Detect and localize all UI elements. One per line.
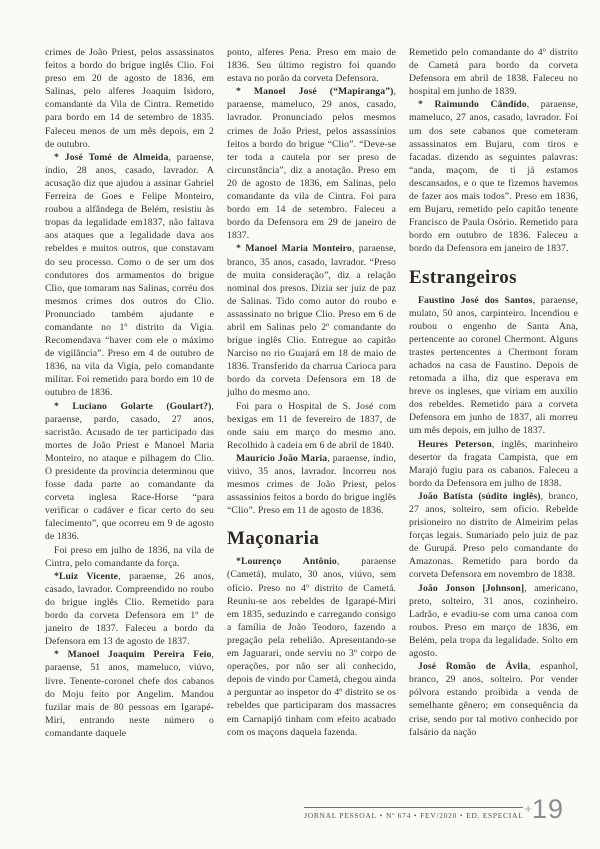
paragraph xyxy=(45,400,214,544)
paragraph xyxy=(45,46,214,151)
paragraph-text: , paraense, 51 anos, mameluco, viúvo, livre. Tenente-coronel chefe dos cabanos do Moju feito por Angelim. Mandou fuzilar mais de 80 pessoas em Igarapé-Miri, entrando neste número o comandante daquele xyxy=(45,649,214,739)
crop-mark: + xyxy=(524,801,532,816)
paragraph-text: crimes de João Priest, pelos assassinatos feitos a bordo do brigue inglês Clio. Foi preso em 20 de agosto de 1836, em Salinas, pelo alferes Joaquim Isidoro, comandante da Vila de Cintra. Remetido para bordo em 14 de setembro de 1835. Faleceu menos de um mês depois, em 2 de outubro. xyxy=(45,47,214,150)
paragraph xyxy=(227,452,396,517)
person-name: *Luiz Vicente xyxy=(54,570,119,582)
paragraph-text: , paraense, índio, 28 anos, casado, lavrador. A acusação diz que ajudou a assinar Gabriel Ferreira de Goes e Felipe Monteiro, roubou a alfândega de Belém, resistiu às tropas da legalidade em1837, não faltava aos ataques que a legalidade dava aos rebeldes e muitos outros, que constavam do seu processo. Como o de ser um dos condutores dos armamentos do brigue Clio, que tomaram nas Salinas, corréu dos mesmos crimes dos outros do Clio. Pronunciado também ajudante e comandante no 1º distrito da Vigia. Recomendava “haver com ele o máximo de vigilância”. Preso em 4 de outubro de 1836, na vila da Vigia, pelo comandante militar. Foi remetido para bordo em 10 de outubro de 1836. xyxy=(45,151,215,399)
paragraph xyxy=(409,46,578,98)
paragraph-text: , branco, 27 anos, solteiro, sem ofício. Rebelde prisioneiro no distrito de Almeirim pelas forças legais. Sumariado pelo juiz de paz de Gurupá. Preso pelo comandante do Amazonas. Remetido para bordo da corveta Defensora em novembro de 1838. xyxy=(409,490,578,581)
paragraph xyxy=(409,582,578,661)
paragraph xyxy=(409,490,578,582)
paragraph xyxy=(45,151,214,400)
paragraph xyxy=(45,544,214,570)
person-name: * Raimundo Cândido xyxy=(418,99,527,111)
paragraph-text: , paraense, pardo, casado, 27 anos, sacristão. Acusado de ter participado das mortes de João Priest e Manoel Maria Monteiro, no ataque e pilhagem do Clio. O presidente da província determinou que fosse dada parte ao comandante da corveta inglesa Race-Horse “para verificar o cadáver e ficar certo do seu falecimento”, que ocorreu em 9 de agosto de 1836. xyxy=(45,400,214,543)
person-name: * Manoel Joaquim Pereira Feio xyxy=(54,649,212,661)
footer-journal-line xyxy=(304,807,523,820)
paragraph xyxy=(45,648,214,740)
paragraph-text: , paraense, mulato, 50 anos, carpinteiro. Incendiou e roubou o engenho de Santa Ana, pertencente ao coronel Chermont. Alguns trastes pertencentes a Chermont foram achados na casa de Faustino. Depois de retomada a ilha, diz que esperava em breve os ingleses, que viriam em auxílio dos rebeldes. Remetido para a corveta Defensora em junho de 1837, ali morreu um mês depois, em julho de 1837. xyxy=(409,294,579,437)
journal-title: JORNAL PESSOAL xyxy=(304,811,377,820)
paragraph xyxy=(227,400,396,452)
issue-date: FEV/2020 xyxy=(420,811,458,820)
paragraph xyxy=(409,98,578,255)
paragraph xyxy=(45,570,214,649)
paragraph-text: , espanhol, branco, 29 anos, solteiro. Por vender pólvora estando proibida a venda de semelhante gênero; em consequência da crise, sendo por tal motivo conhecido por falsário da nação xyxy=(409,661,578,738)
paragraph-text: , paraense, 26 anos, casado, lavrador. Compreendido no roubo do brigue inglês Clio. Remetido para bordo da corveta Defensora em 1º de janeiro de 1837. Faleceu a bordo da Defensora em 13 de agosto de 1837. xyxy=(45,570,214,648)
person-name: *Lourenço Antônio xyxy=(236,556,337,568)
paragraph xyxy=(227,242,396,399)
footer-separator: • xyxy=(414,812,418,820)
page-footer xyxy=(304,794,564,824)
person-name: * Luciano Golarte (Goulart?) xyxy=(54,400,212,412)
paragraph xyxy=(409,294,578,438)
person-name: João Batista (súdito inglês) xyxy=(418,490,541,502)
footer-separator: • xyxy=(460,812,464,820)
column-3 xyxy=(409,46,578,740)
column-1 xyxy=(45,46,214,740)
footer-separator: • xyxy=(379,812,383,820)
paragraph xyxy=(409,660,578,739)
person-name: José Romão de Ávila xyxy=(418,661,528,673)
paragraph xyxy=(227,46,396,85)
paragraph-text: , paraense, branco, 35 anos, casado, lavrador. “Preso de muita consideração”, diz a relação nominal dos presos. Dizia ser juiz de paz de Salinas. Tido como autor do roubo e assassinato no brigue Clio. Preso em 6 de abril em Salinas pelo 2º comandante do brigue inglês Clio. Entregue ao capitão Narciso no rio Guajará em 18 de maio de 1836. Transferido da charrua Carioca para bordo da corveta Defensora em 18 de julho do mesmo ano. xyxy=(227,243,396,399)
person-name: João Jonson [Johnson] xyxy=(418,582,525,594)
person-name: Faustino José dos Santos xyxy=(418,294,533,306)
person-name: * Manoel Maria Monteiro xyxy=(236,243,352,255)
paragraph-text: , paraense, mameluco, 27 anos, casado, lavrador. Foi um dos sete cabanos que cometeram assassinatos em Bujaru, com tiros e facadas. dizendo as seguintes palavras: “anda, maçom, de ti já estamos descansados, e o que te fizemos havemos de fazer aos mais todos”. Preso em 1836, em Bujaru, remetido pelo capitão tenente Francisco de Paula Osório. Remetido para bordo em outubro de 1836. Faleceu a bordo da Defensora em janeiro de 1837. xyxy=(409,99,579,255)
section-heading-estrangeiros: Estrangeiros xyxy=(409,266,517,288)
paragraph-text: Remetido pelo comandante do 4º distrito de Cametá para bordo da corveta Defensora em abril de 1838. Faleceu no hospital em junho de 1839. xyxy=(409,47,578,98)
person-name: * Manoel José (“Mapiranga”) xyxy=(236,86,394,98)
issue-number: Nº 674 xyxy=(385,811,412,820)
paragraph-text: Foi preso em julho de 1836, na vila de Cintra, pelo comandante da força. xyxy=(45,544,214,569)
paragraph-text: , paraense (Cametá), mulato, 30 anos, viúvo, sem ofício. Preso no 4º distrito de Cametá. Reuniu-se aos rebeldes de Igarapé-Miri em 1835, seduzindo e carregando consigo a família de João Teodoro, fazendo a pregação pela rebelião. Apresentando-se em Jaguarari, onde serviu no 3º corpo de operações, por não ser ali conhecido, depois de vindo por Cametá, chegou ainda a perguntar ao inspetor do 4º distrito se os rebeldes que participaram dos massacres em Carnapijó tinham com efeito acabado com os maçons daquela fazenda. xyxy=(227,556,396,738)
edition-label: ED. ESPECIAL xyxy=(466,811,524,820)
paragraph-text: , paraense, índio, viúvo, 35 anos, lavrador. Incorreu nos mesmos crimes de João Priest, pelos assassínios feitos a bordo do brigue inglês “Clio”. Preso em 11 de agosto de 1836. xyxy=(227,452,396,517)
paragraph xyxy=(227,555,396,738)
section-heading-maconaria: Maçonaria xyxy=(227,528,320,550)
paragraph xyxy=(227,85,396,242)
paragraph-text: Foi para o Hospital de S. José com bexigas em 11 de fevereiro de 1837, de onde saiu em março do mesmo ano. Recolhido à cadeia em 6 de abril de 1840. xyxy=(227,400,396,451)
paragraph-text: , paraense, mameluco, 29 anos, casado, lavrador. Pronunciado pelos mesmos crimes de João Priest, pelos assassínios feitos a bordo do brigue “Clio”. “Deve-se ter toda a cautela por ser preso de circunstância”, diz a anotação. Preso em 20 de agosto de 1836, em Salinas, pelo comandante da vila de Cintra. Foi para bordo em 14 de setembro. Faleceu a bordo da Defensora em 29 de janeiro de 1837. xyxy=(227,86,396,242)
paragraph xyxy=(409,438,578,490)
page-number xyxy=(523,794,564,824)
person-name: Maurício João Maria xyxy=(236,452,328,464)
paragraph-text: , americano, preto, solteiro, 31 anos, cozinheiro. Ladrão, e evadiu-se com uma canoa com roubos. Preso em março de 1836, em Belém, pela tropa da legalidade. Solto em agosto. xyxy=(409,582,578,660)
paragraph-text: ponto, alferes Pena. Preso em maio de 1836. Seu último registro foi quando estava no porão da corveta Defensora. xyxy=(227,47,396,85)
page-number-value: 19 xyxy=(531,794,564,824)
column-2 xyxy=(227,46,396,740)
person-name: Heures Peterson xyxy=(418,438,492,450)
person-name: * José Tomé de Almeida xyxy=(54,151,169,163)
paragraph-text: , inglês, marinheiro desertor da fragata Campista, que em Marajó fugiu para os cabanos. Faleceu a bordo da Defensora em julho de 1838. xyxy=(409,438,578,489)
